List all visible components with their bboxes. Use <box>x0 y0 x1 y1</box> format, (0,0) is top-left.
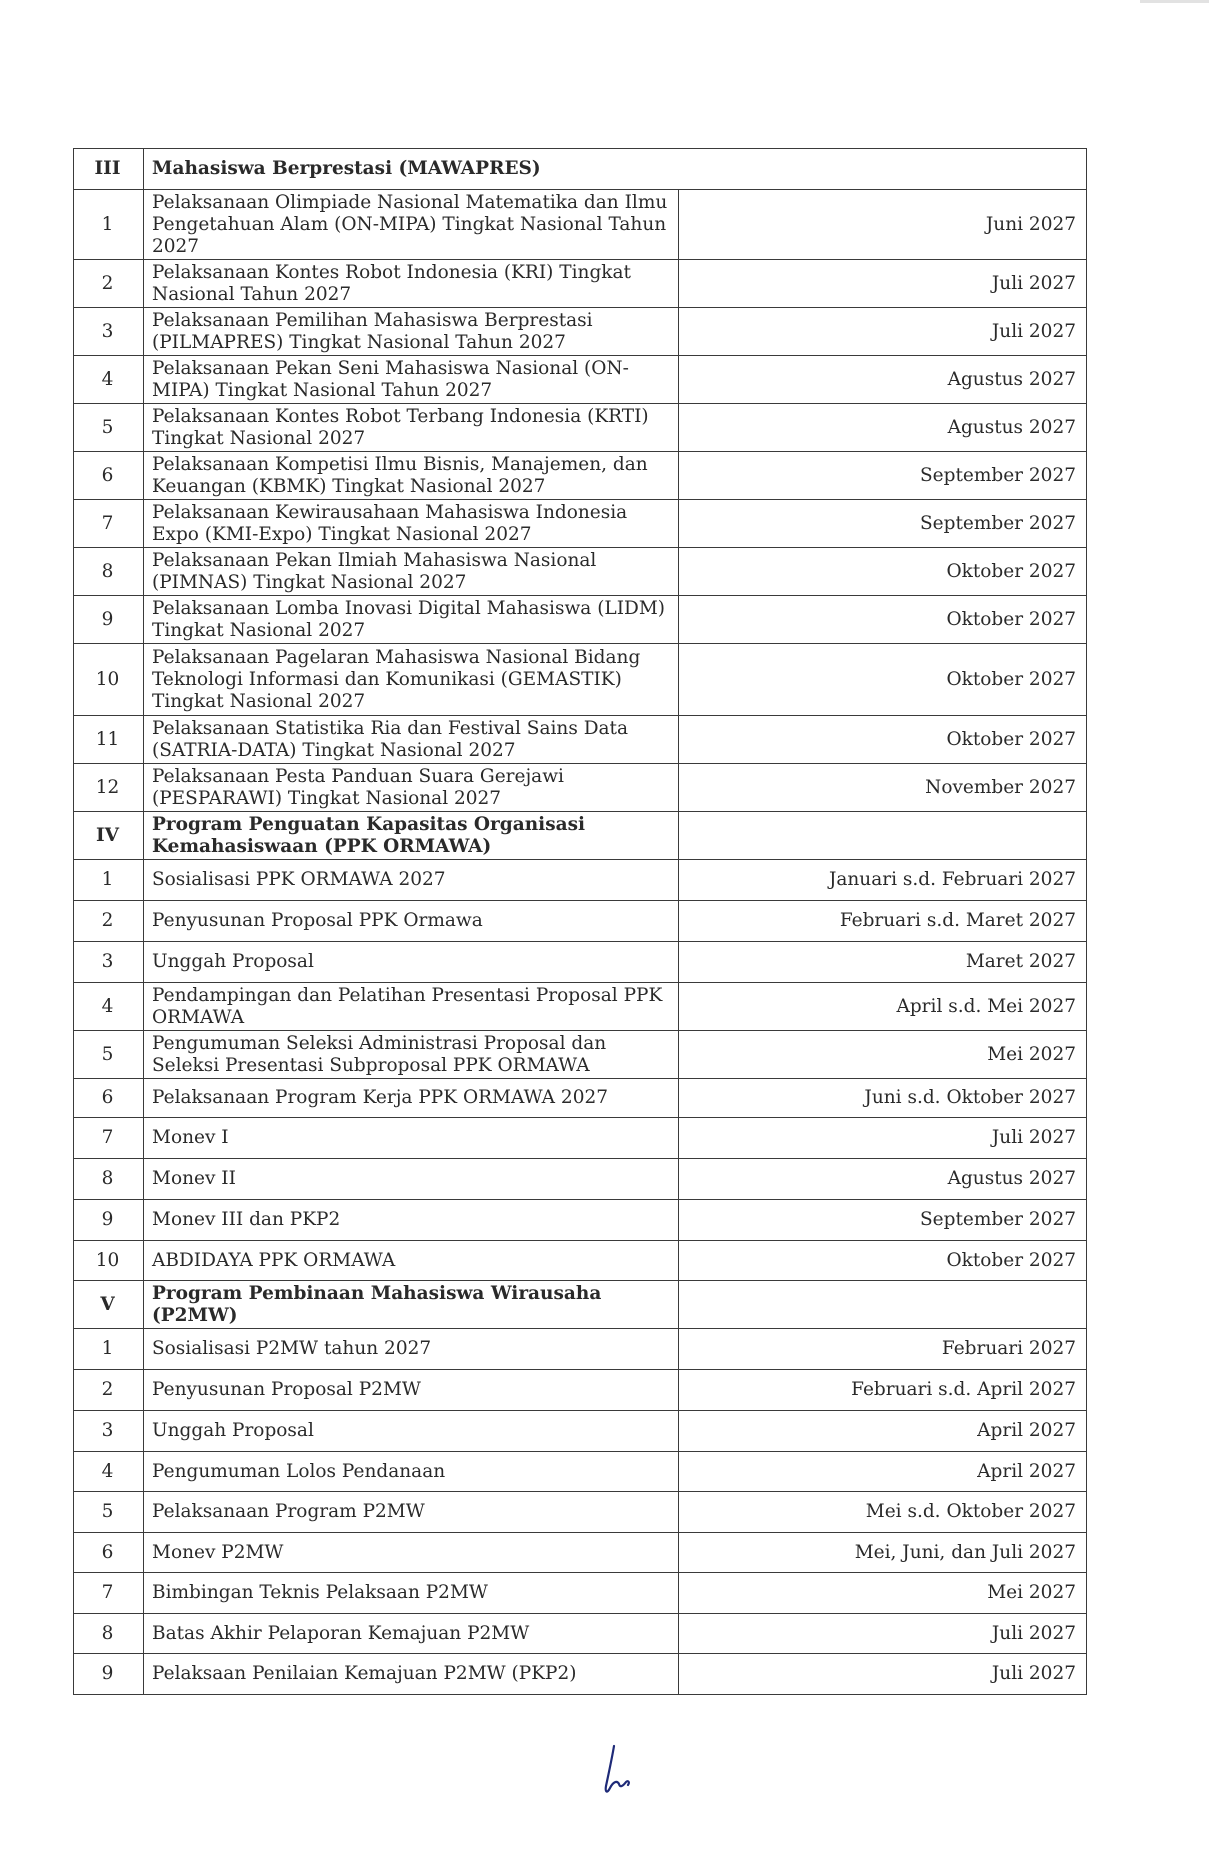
row-date: Maret 2027 <box>679 942 1087 983</box>
row-activity: Pendampingan dan Pelatihan Presentasi Proposal PPK ORMAWA <box>144 983 679 1031</box>
row-number: 9 <box>74 1200 144 1241</box>
row-activity: Penyusunan Proposal PPK Ormawa <box>144 901 679 942</box>
row-number: 10 <box>74 644 144 716</box>
row-number: 6 <box>74 1079 144 1118</box>
row-number: 7 <box>74 500 144 548</box>
row-activity: Sosialisasi PPK ORMAWA 2027 <box>144 860 679 901</box>
table-row <box>74 1031 1087 1079</box>
table-row <box>74 716 1087 764</box>
table-row <box>74 500 1087 548</box>
row-number: 10 <box>74 1241 144 1281</box>
table-row <box>74 308 1087 356</box>
row-number: 1 <box>74 860 144 901</box>
table-row <box>74 190 1087 260</box>
row-activity: Pengumuman Seleksi Administrasi Proposal dan Seleksi Presentasi Subproposal PPK ORMAWA <box>144 1031 679 1079</box>
row-date: Juli 2027 <box>679 308 1087 356</box>
row-activity: Pelaksanaan Program Kerja PPK ORMAWA 2027 <box>144 1079 679 1118</box>
row-date: Juni 2027 <box>679 190 1087 260</box>
row-date: Juli 2027 <box>679 1118 1087 1159</box>
row-activity: Penyusunan Proposal P2MW <box>144 1370 679 1411</box>
row-date: Oktober 2027 <box>679 548 1087 596</box>
table-row <box>74 942 1087 983</box>
table-row <box>74 1370 1087 1411</box>
row-number: 3 <box>74 942 144 983</box>
row-activity: Pelaksanaan Kompetisi Ilmu Bisnis, Manajemen, dan Keuangan (KBMK) Tingkat Nasional 2027 <box>144 452 679 500</box>
row-date: Februari s.d. Maret 2027 <box>679 901 1087 942</box>
row-activity: Monev III dan PKP2 <box>144 1200 679 1241</box>
row-date: Oktober 2027 <box>679 596 1087 644</box>
row-number: 4 <box>74 983 144 1031</box>
section-title: Program Pembinaan Mahasiswa Wirausaha (P2MW) <box>144 1281 679 1329</box>
row-number: 3 <box>74 1411 144 1452</box>
table-row <box>74 356 1087 404</box>
table-row <box>74 1533 1087 1573</box>
row-number: 9 <box>74 596 144 644</box>
row-date: Oktober 2027 <box>679 644 1087 716</box>
table-row <box>74 1329 1087 1370</box>
row-number: 5 <box>74 1031 144 1079</box>
paraf-signature <box>598 1742 648 1798</box>
row-date: Agustus 2027 <box>679 356 1087 404</box>
row-number: 6 <box>74 1533 144 1573</box>
row-date: Juni s.d. Oktober 2027 <box>679 1079 1087 1118</box>
table-row <box>74 1241 1087 1281</box>
row-date: Mei, Juni, dan Juli 2027 <box>679 1533 1087 1573</box>
table-row <box>74 452 1087 500</box>
row-number: 12 <box>74 764 144 812</box>
row-date: April s.d. Mei 2027 <box>679 983 1087 1031</box>
table-row <box>74 404 1087 452</box>
table-row <box>74 1159 1087 1200</box>
row-number: 5 <box>74 1492 144 1533</box>
section-title: Mahasiswa Berprestasi (MAWAPRES) <box>144 149 1087 190</box>
row-activity: ABDIDAYA PPK ORMAWA <box>144 1241 679 1281</box>
row-number: 8 <box>74 548 144 596</box>
row-date: Agustus 2027 <box>679 1159 1087 1200</box>
row-activity: Pengumuman Lolos Pendanaan <box>144 1452 679 1492</box>
row-activity: Pelaksanaan Pagelaran Mahasiswa Nasional Bidang Teknologi Informasi dan Komunikasi (GEMASTIK) Tingkat Nasional 2027 <box>144 644 679 716</box>
row-date: Mei 2027 <box>679 1031 1087 1079</box>
row-activity: Monev I <box>144 1118 679 1159</box>
row-activity: Pelaksanaan Pekan Ilmiah Mahasiswa Nasional (PIMNAS) Tingkat Nasional 2027 <box>144 548 679 596</box>
row-activity: Pelaksanaan Pesta Panduan Suara Gerejawi (PESPARAWI) Tingkat Nasional 2027 <box>144 764 679 812</box>
row-number: 8 <box>74 1159 144 1200</box>
row-number: 7 <box>74 1118 144 1159</box>
row-date: Oktober 2027 <box>679 1241 1087 1281</box>
row-activity: Pelaksanaan Olimpiade Nasional Matematika dan Ilmu Pengetahuan Alam (ON-MIPA) Tingkat Nasional Tahun 2027 <box>144 190 679 260</box>
row-date: Oktober 2027 <box>679 716 1087 764</box>
table-row <box>74 596 1087 644</box>
row-date: April 2027 <box>679 1411 1087 1452</box>
section-row <box>74 1281 1087 1329</box>
table-row <box>74 764 1087 812</box>
row-number: 5 <box>74 404 144 452</box>
row-date: September 2027 <box>679 452 1087 500</box>
row-number: 2 <box>74 901 144 942</box>
table-row <box>74 1411 1087 1452</box>
table-row <box>74 860 1087 901</box>
table-row <box>74 901 1087 942</box>
row-activity: Bimbingan Teknis Pelaksaan P2MW <box>144 1573 679 1614</box>
row-number: 8 <box>74 1614 144 1654</box>
row-activity: Monev P2MW <box>144 1533 679 1573</box>
row-date: Juli 2027 <box>679 1614 1087 1654</box>
row-activity: Pelaksanaan Kewirausahaan Mahasiswa Indonesia Expo (KMI-Expo) Tingkat Nasional 2027 <box>144 500 679 548</box>
row-number: 2 <box>74 260 144 308</box>
row-activity: Monev II <box>144 1159 679 1200</box>
row-activity: Pelaksanaan Program P2MW <box>144 1492 679 1533</box>
schedule-body <box>74 149 1087 1695</box>
row-activity: Sosialisasi P2MW tahun 2027 <box>144 1329 679 1370</box>
row-activity: Batas Akhir Pelaporan Kemajuan P2MW <box>144 1614 679 1654</box>
row-date: September 2027 <box>679 1200 1087 1241</box>
table-row <box>74 1492 1087 1533</box>
row-date: Februari s.d. April 2027 <box>679 1370 1087 1411</box>
table-row <box>74 1118 1087 1159</box>
table-row <box>74 1614 1087 1654</box>
section-date-empty <box>679 812 1087 860</box>
row-number: 3 <box>74 308 144 356</box>
row-date: Mei 2027 <box>679 1573 1087 1614</box>
row-number: 6 <box>74 452 144 500</box>
row-date: Januari s.d. Februari 2027 <box>679 860 1087 901</box>
section-row <box>74 149 1087 190</box>
row-date: Juli 2027 <box>679 1654 1087 1695</box>
row-date: Februari 2027 <box>679 1329 1087 1370</box>
table-row <box>74 260 1087 308</box>
section-title: Program Penguatan Kapasitas Organisasi Kemahasiswaan (PPK ORMAWA) <box>144 812 679 860</box>
page-edge <box>1140 0 1209 3</box>
row-activity: Pelaksanaan Pemilihan Mahasiswa Berprestasi (PILMAPRES) Tingkat Nasional Tahun 2027 <box>144 308 679 356</box>
table-row <box>74 644 1087 716</box>
row-number: 1 <box>74 1329 144 1370</box>
row-activity: Pelaksaan Penilaian Kemajuan P2MW (PKP2) <box>144 1654 679 1695</box>
row-activity: Pelaksanaan Statistika Ria dan Festival Sains Data (SATRIA-DATA) Tingkat Nasional 2027 <box>144 716 679 764</box>
row-activity: Unggah Proposal <box>144 1411 679 1452</box>
row-date: November 2027 <box>679 764 1087 812</box>
row-date: April 2027 <box>679 1452 1087 1492</box>
table-row <box>74 983 1087 1031</box>
row-date: Juli 2027 <box>679 260 1087 308</box>
row-activity: Pelaksanaan Pekan Seni Mahasiswa Nasional (ON-MIPA) Tingkat Nasional Tahun 2027 <box>144 356 679 404</box>
row-number: 1 <box>74 190 144 260</box>
row-activity: Pelaksanaan Lomba Inovasi Digital Mahasiswa (LIDM) Tingkat Nasional 2027 <box>144 596 679 644</box>
row-number: 2 <box>74 1370 144 1411</box>
row-number: 9 <box>74 1654 144 1695</box>
section-number: V <box>74 1281 144 1329</box>
row-date: September 2027 <box>679 500 1087 548</box>
section-number: III <box>74 149 144 190</box>
table-row <box>74 1573 1087 1614</box>
section-row <box>74 812 1087 860</box>
table-row <box>74 1452 1087 1492</box>
schedule-table <box>73 148 1087 1695</box>
table-row <box>74 1200 1087 1241</box>
table-row <box>74 1654 1087 1695</box>
row-date: Agustus 2027 <box>679 404 1087 452</box>
table-row <box>74 1079 1087 1118</box>
row-number: 11 <box>74 716 144 764</box>
section-date-empty <box>679 1281 1087 1329</box>
section-number: IV <box>74 812 144 860</box>
row-activity: Unggah Proposal <box>144 942 679 983</box>
row-number: 7 <box>74 1573 144 1614</box>
row-number: 4 <box>74 1452 144 1492</box>
row-activity: Pelaksanaan Kontes Robot Indonesia (KRI) Tingkat Nasional Tahun 2027 <box>144 260 679 308</box>
row-activity: Pelaksanaan Kontes Robot Terbang Indonesia (KRTI) Tingkat Nasional 2027 <box>144 404 679 452</box>
row-date: Mei s.d. Oktober 2027 <box>679 1492 1087 1533</box>
row-number: 4 <box>74 356 144 404</box>
table-row <box>74 548 1087 596</box>
